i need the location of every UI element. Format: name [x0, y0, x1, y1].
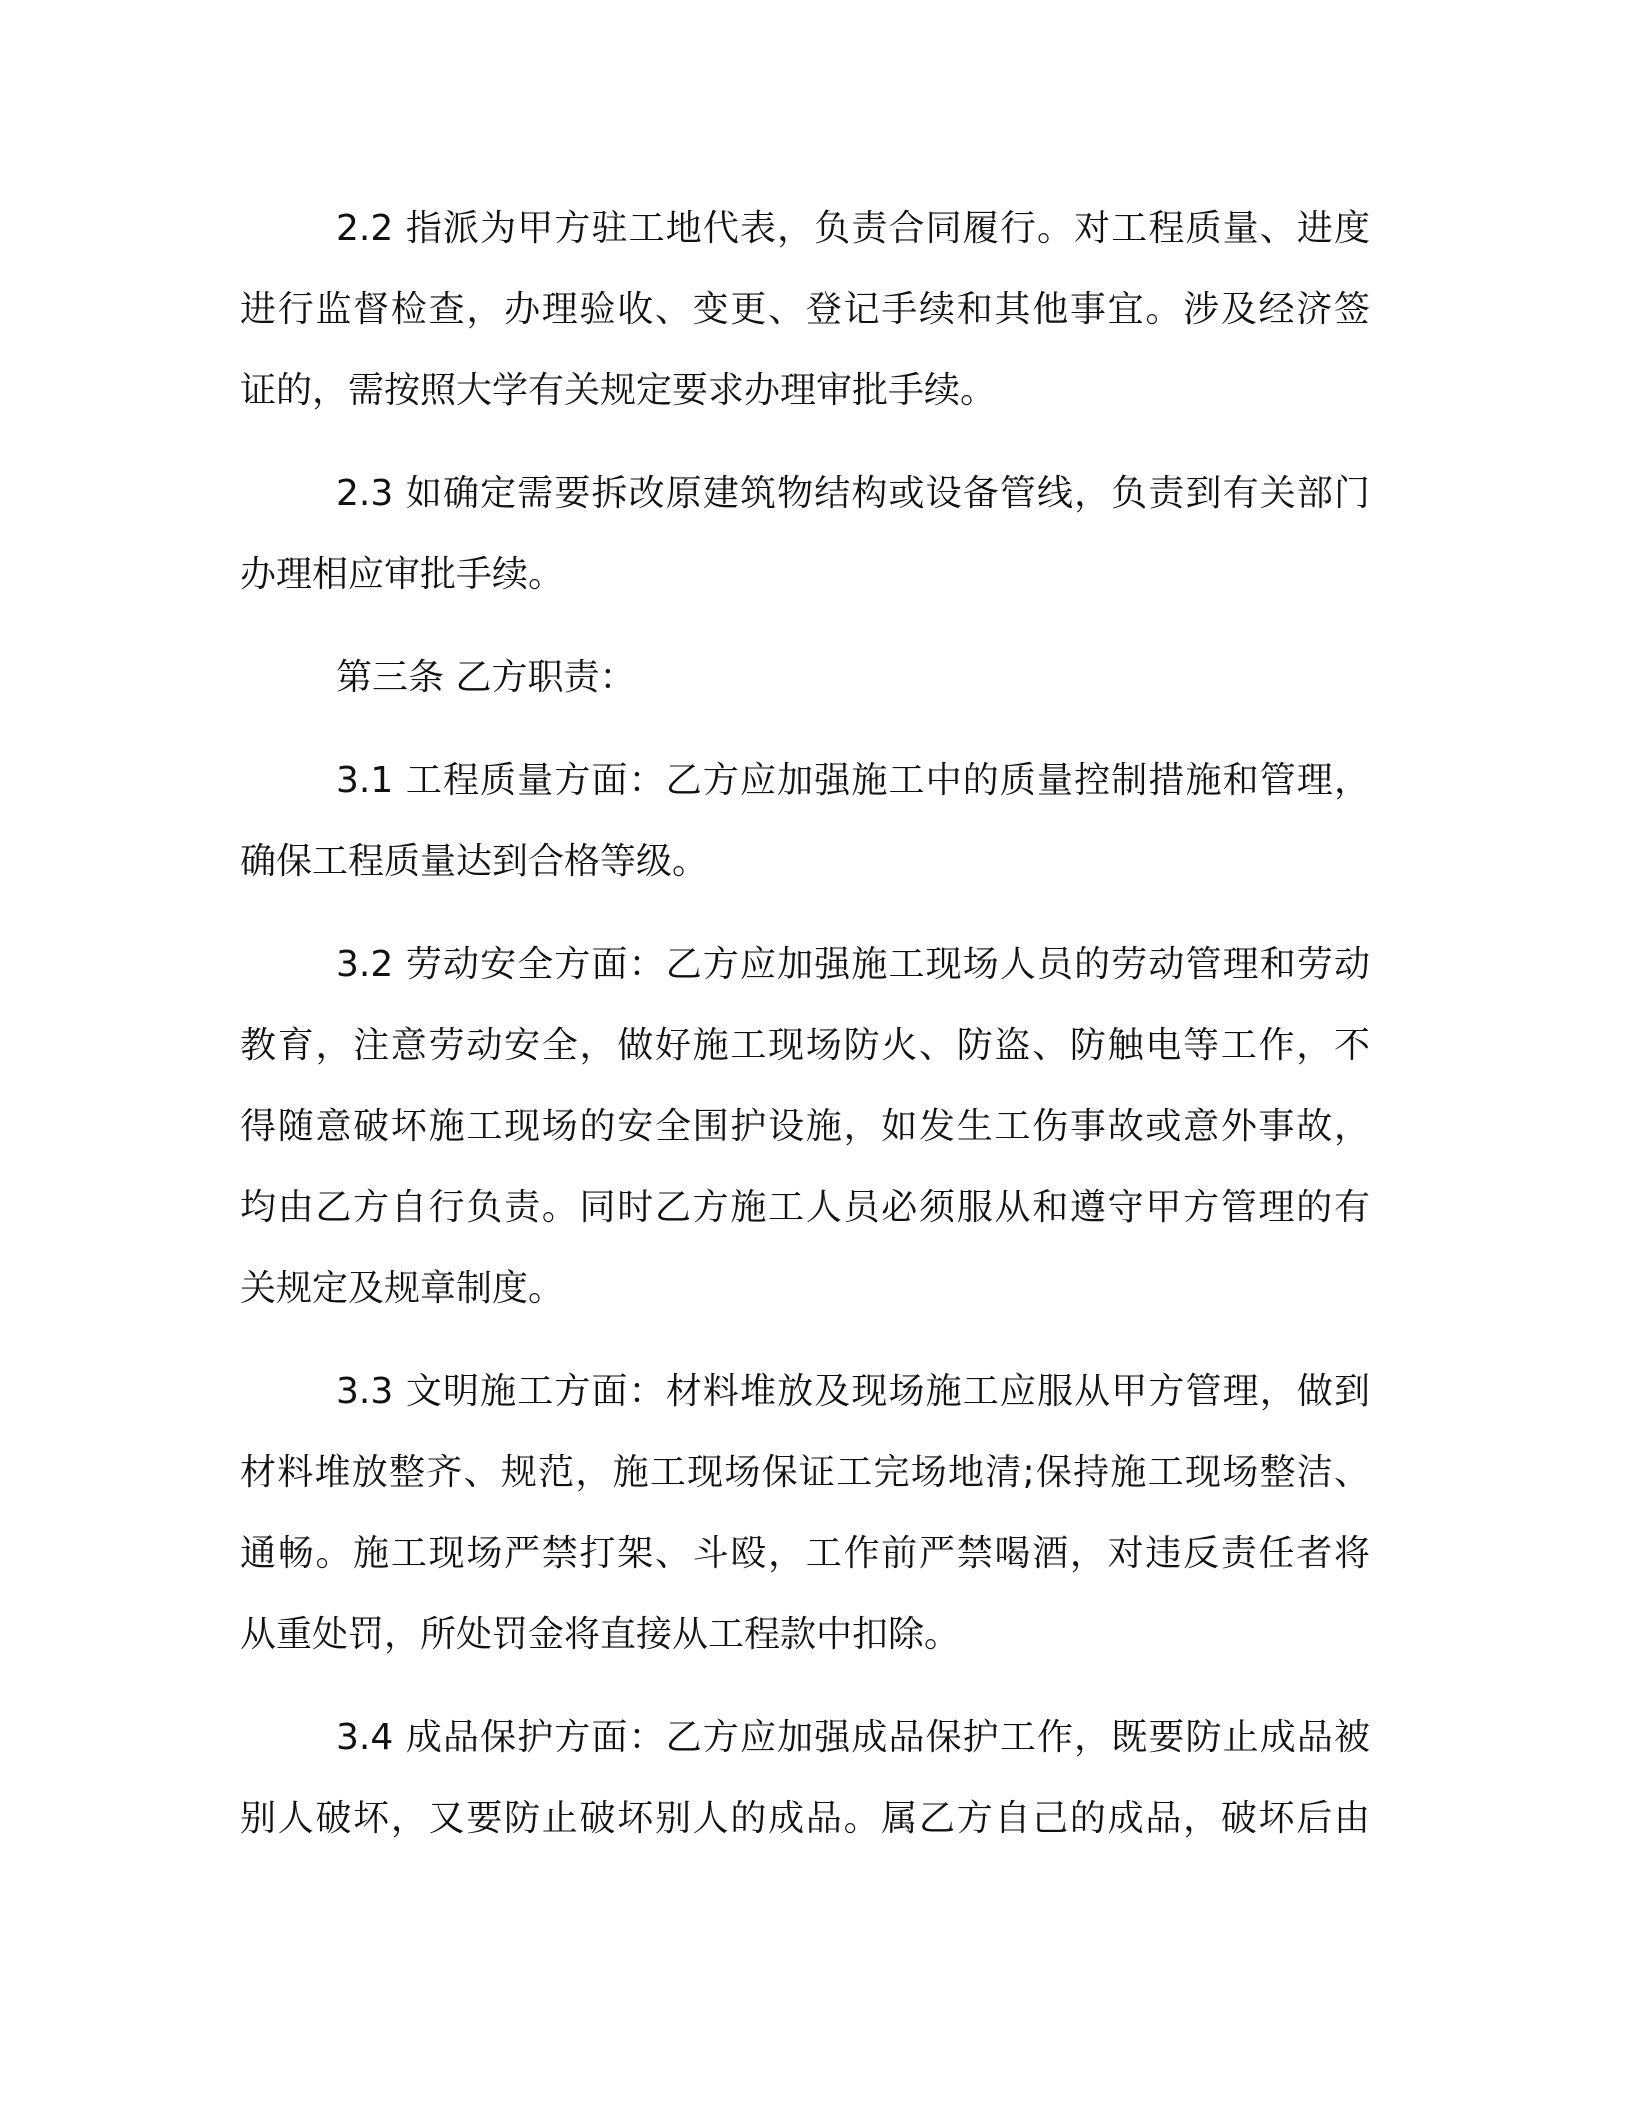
text-line: 从重处罚，所处罚金将直接从工程款中扣除。: [240, 1614, 961, 1655]
text-line: 关规定及规章制度。: [240, 1268, 565, 1309]
text-line: 通畅。施工现场严禁打架、斗殴，工作前严禁喝酒，对违反责任者将: [240, 1533, 1370, 1574]
text-line: 确保工程质量达到合格等级。: [240, 841, 709, 882]
text-line: 进行监督检查，办理验收、变更、登记手续和其他事宜。涉及经济签: [240, 289, 1370, 330]
text-line: 均由乙方自行负责。同时乙方施工人员必须服从和遵守甲方管理的有: [240, 1187, 1370, 1228]
paragraph-3-2: [240, 924, 1370, 1329]
text-line: 第三条 乙方职责：: [336, 657, 636, 698]
text-line: 教育，注意劳动安全，做好施工现场防火、防盗、防触电等工作，不: [240, 1025, 1370, 1066]
text-line: 材料堆放整齐、规范，施工现场保证工完场地清;保持施工现场整洁、: [240, 1452, 1370, 1493]
text-line: 3.4 成品保护方面：乙方应加强成品保护工作，既要防止成品被: [336, 1717, 1370, 1758]
paragraph-3-4: [240, 1697, 1370, 1859]
section-heading-article-3: [240, 637, 1370, 718]
text-line: 2.3 如确定需要拆改原建筑物结构或设备管线，负责到有关部门: [336, 473, 1370, 514]
text-line: 3.3 文明施工方面：材料堆放及现场施工应服从甲方管理，做到: [336, 1371, 1370, 1412]
paragraph-3-1: [240, 740, 1370, 902]
text-line: 证的，需按照大学有关规定要求办理审批手续。: [240, 370, 997, 411]
text-line: 2.2 指派为甲方驻工地代表，负责合同履行。对工程质量、进度: [336, 208, 1370, 249]
paragraph-2-2: [240, 188, 1370, 431]
paragraph-2-3: [240, 453, 1370, 615]
paragraph-3-3: [240, 1351, 1370, 1675]
text-line: 别人破坏，又要防止破坏别人的成品。属乙方自己的成品，破坏后由: [240, 1798, 1370, 1839]
text-line: 办理相应审批手续。: [240, 554, 565, 595]
text-line: 3.2 劳动安全方面：乙方应加强施工现场人员的劳动管理和劳动: [336, 944, 1370, 985]
text-line: 3.1 工程质量方面：乙方应加强施工中的质量控制措施和管理，: [336, 760, 1370, 801]
text-line: 得随意破坏施工现场的安全围护设施，如发生工伤事故或意外事故，: [240, 1106, 1370, 1147]
document-body: [240, 188, 1370, 1859]
